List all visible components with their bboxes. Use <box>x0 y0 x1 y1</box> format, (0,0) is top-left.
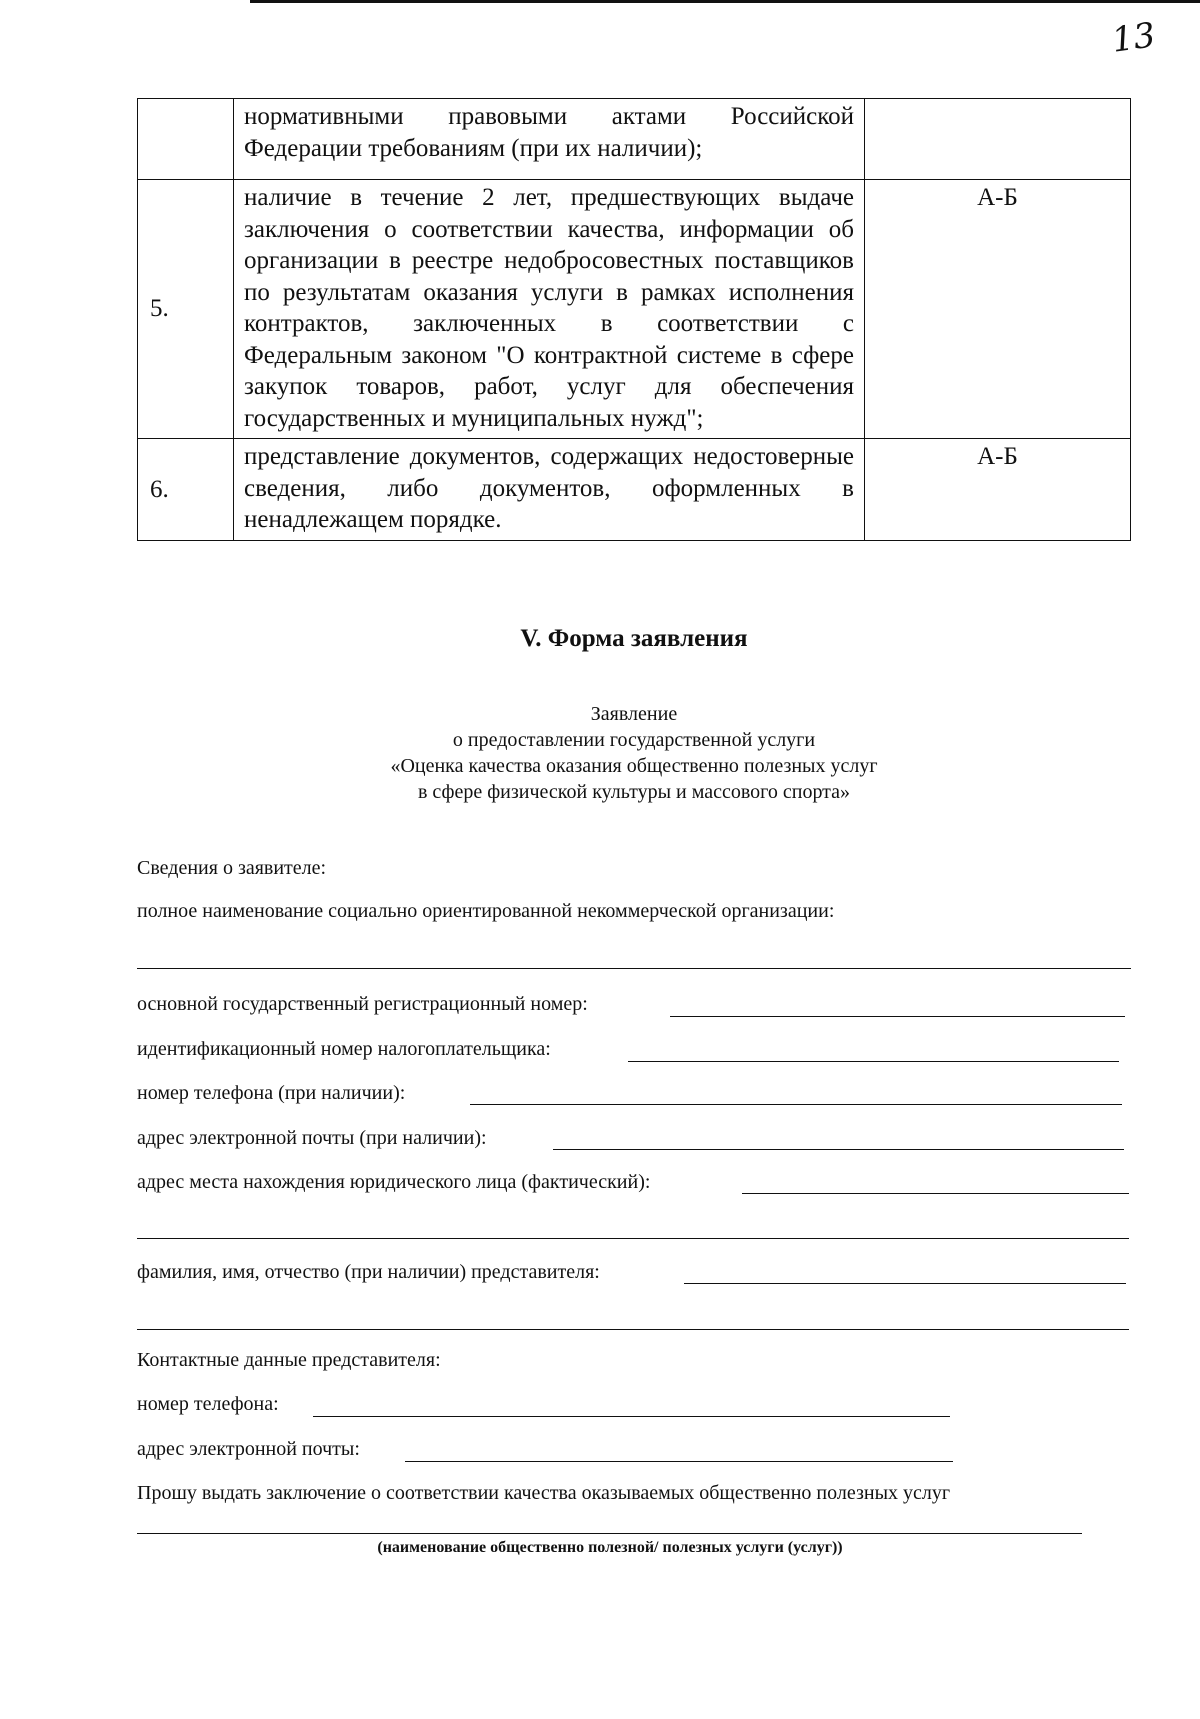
table-row <box>138 439 1131 541</box>
top-border-line <box>250 0 1200 3</box>
table-row <box>138 180 1131 439</box>
address-label: адрес места нахождения юридического лица (фактический): <box>137 1171 651 1193</box>
phone-label: номер телефона (при наличии): <box>137 1082 406 1104</box>
row-text: наличие в течение 2 лет, предшествующих выдаче заключения о соответствии качества, информации об организации в реестре недобросовестных поставщиков по результатам оказания услуги в рамках исполнения контрактов, заключенных в соответствии с Федеральным законом "О контрактной системе в сфере закупок товаров, работ, услуг для обеспечения государственных и муниципальных нужд"; <box>234 180 865 439</box>
row-grade: А-Б <box>865 180 1131 439</box>
application-title: Заявление <box>590 703 678 725</box>
service-name-caption: (наименование общественно полезной/ полезных услуги (услуг)) <box>377 1539 843 1556</box>
phone-field[interactable] <box>470 1104 1122 1105</box>
ogrn-label: основной государственный регистрационный номер: <box>137 993 588 1015</box>
row-number: 5. <box>138 180 234 439</box>
representative-email-label: адрес электронной почты: <box>137 1438 360 1460</box>
representative-contacts-label: Контактные данные представителя: <box>137 1349 441 1371</box>
inn-label: идентификационный номер налогоплательщика: <box>137 1038 551 1060</box>
criteria-table <box>137 98 1131 541</box>
page-number: 13 <box>1109 15 1158 61</box>
email-field[interactable] <box>553 1149 1124 1150</box>
representative-email-field[interactable] <box>405 1461 953 1462</box>
ogrn-field[interactable] <box>670 1016 1125 1017</box>
table-row <box>138 99 1131 180</box>
service-name-line-2: в сфере физической культуры и массового спорта» <box>417 781 851 803</box>
org-name-label: полное наименование социально ориентированной некоммерческой организации: <box>137 900 835 922</box>
email-label: адрес электронной почты (при наличии): <box>137 1127 487 1149</box>
service-name-field[interactable] <box>137 1533 1082 1534</box>
representative-phone-field[interactable] <box>313 1416 950 1417</box>
row-text: нормативными правовыми актами Российской Федерации требованиям (при их наличии); <box>234 99 865 180</box>
representative-name-label: фамилия, имя, отчество (при наличии) представителя: <box>137 1261 600 1283</box>
row-number <box>138 99 234 180</box>
applicant-info-label: Сведения о заявителе: <box>137 857 327 879</box>
representative-name-field-continued[interactable] <box>137 1329 1129 1330</box>
representative-name-field[interactable] <box>684 1283 1126 1284</box>
row-number: 6. <box>138 439 234 541</box>
row-grade <box>865 99 1131 180</box>
row-grade: А-Б <box>865 439 1131 541</box>
address-field-continued[interactable] <box>137 1238 1129 1239</box>
application-heading <box>0 701 1200 805</box>
org-name-field[interactable] <box>137 968 1131 969</box>
address-field[interactable] <box>742 1193 1129 1194</box>
request-text: Прошу выдать заключение о соответствии качества оказываемых общественно полезных услуг <box>137 1482 951 1504</box>
service-name-line-1: «Оценка качества оказания общественно полезных услуг <box>390 755 878 777</box>
application-subtitle: о предоставлении государственной услуги <box>452 729 816 751</box>
row-text: представление документов, содержащих недостоверные сведения, либо документов, оформленных в ненадлежащем порядке. <box>234 439 865 541</box>
representative-phone-label: номер телефона: <box>137 1393 279 1415</box>
section-title: V. Форма заявления <box>520 625 748 652</box>
inn-field[interactable] <box>628 1061 1119 1062</box>
